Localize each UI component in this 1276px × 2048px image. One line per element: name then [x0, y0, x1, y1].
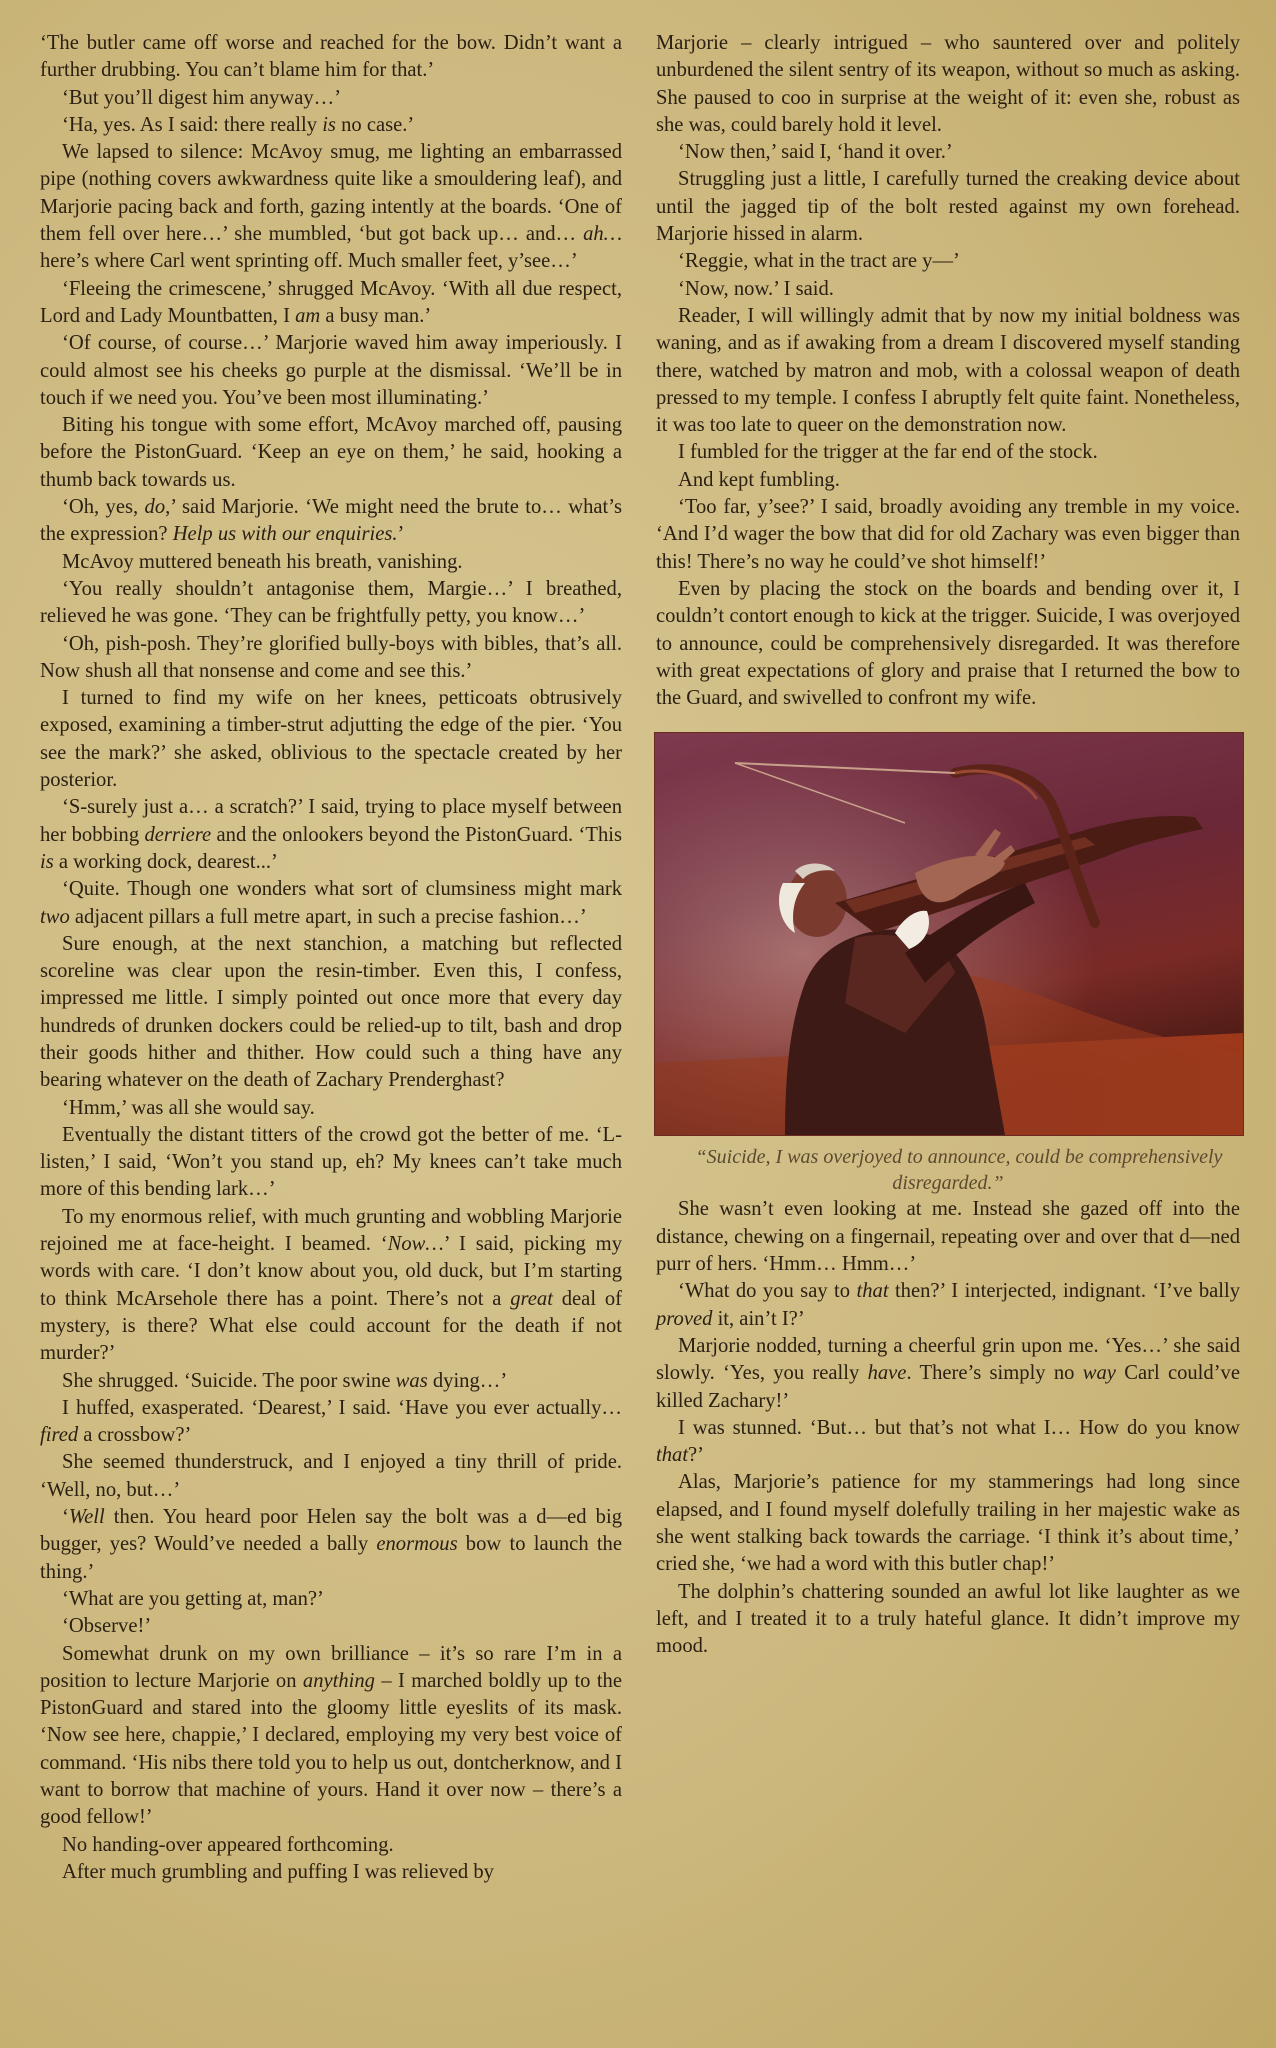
paragraph: I fumbled for the trigger at the far end of the stock. [678, 441, 1098, 464]
crossbow-illustration [654, 732, 1244, 1136]
paragraph: ‘Reggie, what in the tract are y—’ [678, 250, 960, 273]
paragraph: ‘Now, now.’ I said. [678, 277, 834, 300]
paragraph: Biting his tongue with some effort, McAvoy marched off, pausing before the PistonGuard. ‘Keep an eye on them,’ he said, hooking a thumb back towards us. [40, 414, 622, 491]
paragraph: ‘Of course, of course…’ Marjorie waved him away imperiously. I could almost see his cheeks go purple at the dismissal. ‘We’ll be in touch if we need you. You’ve been most illuminating.’ [40, 332, 622, 409]
paragraph: And kept fumbling. [678, 468, 840, 491]
paragraph: ‘Quite. Though one wonders what sort of clumsiness might mark two adjacent pillars a full metre apart, in such a precise fashion…’ [40, 878, 622, 928]
paragraph: I huffed, exasperated. ‘Dearest,’ I said. ‘Have you ever actually… fired a crossbow?’ [40, 1396, 622, 1447]
paragraph: ‘You really shouldn’t antagonise them, Margie…’ I breathed, relieved he was gone. ‘They can be frightfully petty, you know…’ [40, 577, 622, 628]
right-text-column [656, 30, 1240, 1660]
paragraph: McAvoy muttered beneath his breath, vanishing. [62, 550, 463, 573]
left-text-column [40, 30, 622, 1886]
paragraph: Marjorie nodded, turning a cheerful grin upon me. ‘Yes…’ she said slowly. ‘Yes, you really have. There’s simply no way Carl could’ve killed Zachary!’ [656, 1334, 1240, 1412]
paragraph: ‘But you’ll digest him anyway…’ [62, 86, 342, 109]
paragraph: ‘The butler came off worse and reached for the bow. Didn’t want a further drubbing. You can’t blame him for that.’ [40, 32, 622, 82]
paragraph: To my enormous relief, with much grunting and wobbling Marjorie rejoined me at face-height. I beamed. ‘Now…’ I said, picking my words with care. ‘I don’t know about you, old duck, but I’m starting to think McArsehole there has a point. There’s not a great deal of mystery, is there? What else could account for the death if not murder?’ [40, 1205, 622, 1365]
paragraph: Reader, I will willingly admit that by now my initial boldness was waning, and as if awaking from a dream I discovered myself standing there, watched by matron and mob, with a colossal weapon of death pressed to my temple. I confess I abruptly felt quite faint. Nonetheless, it was too late to queer on the demonstration now. [656, 304, 1240, 437]
paragraph: Alas, Marjorie’s patience for my stammerings had long since elapsed, and I found myself dolefully trailing in her majestic wake as she went stalking back towards the carriage. ‘I think it’s about time,’ cried she, ‘we had a word with this butler chap!’ [656, 1471, 1240, 1576]
paragraph: ‘Ha, yes. As I said: there really is no case.’ [62, 113, 415, 136]
crossbow-figure-painting [655, 733, 1243, 1135]
paragraph: She seemed thunderstruck, and I enjoyed a tiny thrill of pride. ‘Well, no, but…’ [40, 1451, 622, 1501]
paragraph: ‘Observe!’ [62, 1615, 152, 1638]
right-column-bottom-text [656, 1196, 1240, 1660]
paragraph: ‘What are you getting at, man?’ [62, 1587, 324, 1610]
paragraph: Eventually the distant titters of the crowd got the better of me. ‘L-listen,’ I said, ‘Won’t you stand up, eh? My knees can’t take much more of this bending lark…’ [40, 1123, 622, 1201]
paragraph: She shrugged. ‘Suicide. The poor swine was dying…’ [62, 1369, 508, 1392]
paragraph: The dolphin’s chattering sounded an awful lot like laughter as we left, and I treated it to a truly hateful glance. It didn’t improve my mood. [656, 1580, 1240, 1658]
paragraph: After much grumbling and puffing I was relieved by [62, 1860, 494, 1883]
paragraph: We lapsed to silence: McAvoy smug, me lighting an embarrassed pipe (nothing covers awkwardness quite like a smouldering leaf), and Marjorie pacing back and forth, gazing intently at the boards. ‘One of them fell over here…’ she mumbled, ‘but got back up… and… ah… here’s where Carl went sprinting off. Much smaller feet, y’see…’ [40, 141, 622, 273]
paragraph: Even by placing the stock on the boards and bending over it, I couldn’t contort enough to kick at the trigger. Suicide, I was overjoyed to announce, could be comprehensively disregarded. It was therefore with great expectations of glory and praise that I returned the bow to the Guard, and swivelled to confront my wife. [656, 577, 1240, 710]
paragraph: ‘Too far, y’see?’ I said, broadly avoiding any tremble in my voice. ‘And I’d wager the bow that did for old Zachary was even bigger than this! There’s no way he could’ve shot himself!’ [656, 496, 1240, 573]
paragraph: Sure enough, at the next stanchion, a matching but reflected scoreline was clear upon the resin-timber. Even this, I confess, impressed me little. I simply pointed out once more that every day hundreds of drunken dockers could be relied-up to tilt, bash and drop their goods hither and thither. How could such a thing have any bearing whatever on the death of Zachary Prenderghast? [40, 932, 622, 1092]
paragraph: No handing-over appeared forthcoming. [62, 1833, 394, 1856]
paragraph: ‘What do you say to that then?’ I interjected, indignant. ‘I’ve bally proved it, ain’t I?’ [656, 1280, 1240, 1330]
paragraph: She wasn’t even looking at me. Instead she gazed off into the distance, chewing on a fingernail, repeating over and over that d—ned purr of hers. ‘Hmm… Hmm…’ [656, 1198, 1240, 1276]
right-column-top-text [656, 30, 1240, 712]
paragraph: Marjorie – clearly intrigued – who sauntered over and politely unburdened the silent sentry of its weapon, without so much as asking. She paused to coo in surprise at the weight of it: even she, robust as she was, could barely hold it level. [656, 32, 1240, 136]
paragraph: ‘Now then,’ said I, ‘hand it over.’ [678, 141, 953, 164]
paragraph: I turned to find my wife on her knees, petticoats obtrusively exposed, examining a timber-strut adjutting the edge of the pier. ‘You see the mark?’ she asked, oblivious to the spectacle created by her posterior. [40, 687, 622, 792]
paragraph: ‘S-surely just a… a scratch?’ I said, trying to place myself between her bobbing derriere and the onlookers beyond the PistonGuard. ‘This is a working dock, dearest...’ [40, 796, 622, 873]
paragraph: ‘Fleeing the crimescene,’ shrugged McAvoy. ‘With all due respect, Lord and Lady Mountbatten, I am a busy man.’ [40, 277, 622, 327]
paragraph: ‘Well then. You heard poor Helen say the bolt was a d—ed big bugger, yes? Would’ve needed a bally enormous bow to launch the thing.’ [40, 1506, 622, 1583]
illustration-caption: “Suicide, I was overjoyed to announce, could be comprehensively disregarded.” [695, 1146, 1223, 1195]
paragraph: ‘Oh, pish-posh. They’re glorified bully-boys with bibles, that’s all. Now shush all that nonsense and come and see this.’ [40, 632, 622, 682]
paragraph: Struggling just a little, I carefully turned the creaking device about until the jagged tip of the bolt rested against my own forehead. Marjorie hissed in alarm. [656, 168, 1240, 246]
paragraph: ‘Oh, yes, do,’ said Marjorie. ‘We might need the brute to… what’s the expression? Help us with our enquiries.’ [40, 496, 622, 546]
paragraph: ‘Hmm,’ was all she would say. [62, 1096, 315, 1119]
paragraph: I was stunned. ‘But… but that’s not what I… How do you know that?’ [656, 1416, 1240, 1467]
paragraph: Somewhat drunk on my own brilliance – it’s so rare I’m in a position to lecture Marjorie on anything – I marched boldly up to the PistonGuard and stared into the gloomy little eyeslits of its mask. ‘Now see here, chappie,’ I declared, employing my very best voice of command. ‘His nibs there told you to help us out, dontcherknow, and I want to borrow that machine of yours. Hand it over now – there’s a good fellow!’ [40, 1642, 622, 1829]
